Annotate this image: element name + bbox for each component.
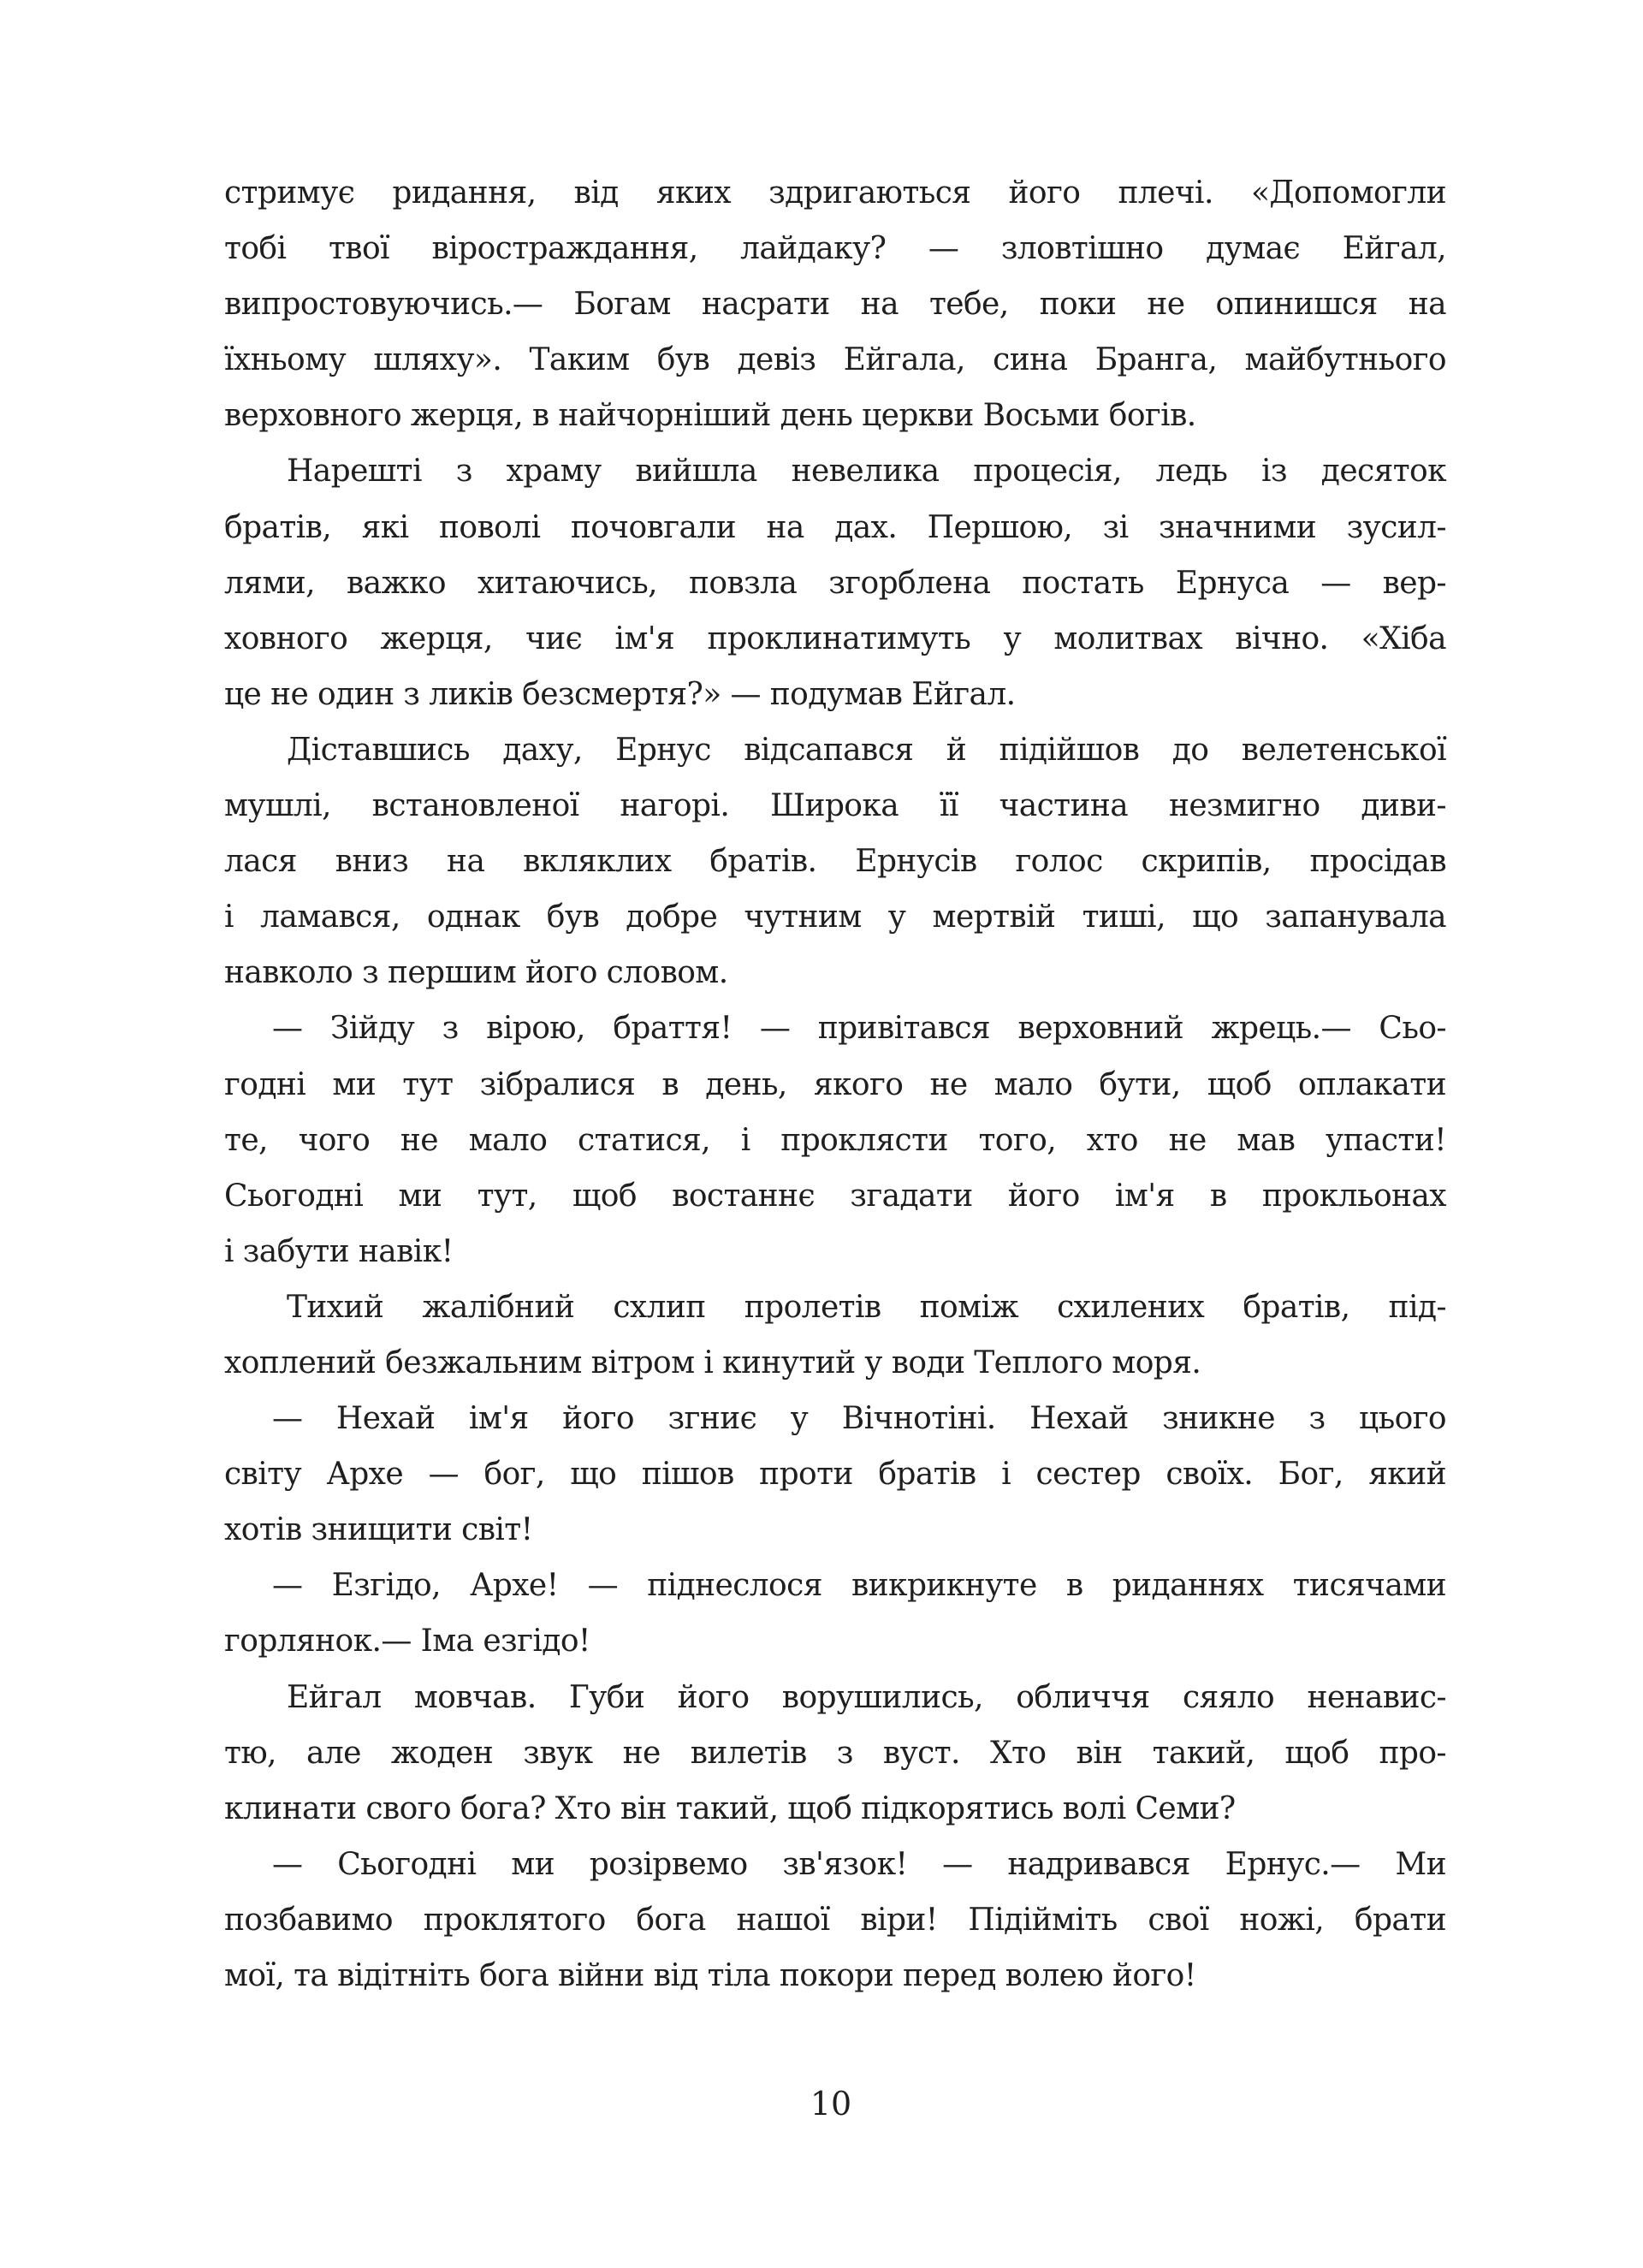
text-line: хоплений безжальним вітром і кинутий у води Теплого моря. xyxy=(224,1345,1201,1380)
text-line: клинати свого бога? Хто він такий, щоб підкорятись волі Семи? xyxy=(224,1790,1236,1826)
text-line: навколо з першим його словом. xyxy=(224,955,728,991)
page-number: 10 xyxy=(810,2085,852,2123)
text-line: — Сьогодні ми розірвемо зв'язок! — надривався Ернус.— Ми xyxy=(272,1846,1446,1882)
text-line: Сьогодні ми тут, щоб востаннє згадати його ім'я в прокльонах xyxy=(224,1178,1446,1214)
text-line: тобі твої віростраждання, лайдаку? — зловтішно думає Ейгал, xyxy=(224,231,1446,267)
paragraph-dialogue xyxy=(224,1837,1446,2004)
body-text xyxy=(224,165,1446,2004)
text-line: — Нехай ім'я його згниє у Вічнотіні. Нехай зникне з цього xyxy=(272,1401,1446,1437)
text-line: Діставшись даху, Ернус відсапався й підійшов до велетенської xyxy=(287,732,1446,768)
text-line: хотів знищити світ! xyxy=(224,1512,533,1548)
text-line: Нарешті з храму вийшла невелика процесія, ледь із десяток xyxy=(287,454,1446,490)
paragraph-narrative xyxy=(224,1670,1446,1837)
text-line: і забути навік! xyxy=(224,1233,454,1269)
text-line: світу Архе — бог, що пішов проти братів і сестер своїх. Бог, який xyxy=(224,1457,1446,1493)
text-line: — Зійду з вірою, браття! — привітався верховний жрець.— Сьо- xyxy=(272,1011,1446,1047)
text-line: горлянок.— Іма езгідо! xyxy=(224,1624,590,1659)
paragraph-dialogue xyxy=(224,1000,1446,1279)
text-line: мушлі, встановленої нагорі. Широка її частина незмигно диви- xyxy=(224,788,1446,824)
text-line: лями, важко хитаючись, повзла згорблена постать Ернуса — вер- xyxy=(224,565,1446,601)
text-line: ховного жерця, чиє ім'я проклинатимуть у молитвах вічно. «Хіба xyxy=(224,620,1446,656)
paragraph-narrative xyxy=(224,443,1446,721)
text-line: Тихий жалібний схлип пролетів поміж схилених братів, під- xyxy=(287,1289,1446,1325)
text-line: мої, та відітніть бога війни від тіла покори перед волею його! xyxy=(224,1958,1196,1993)
text-line: позбавимо проклятого бога нашої віри! Підійміть свої ножі, брати xyxy=(224,1902,1446,1938)
paragraph-continuation xyxy=(224,165,1446,443)
text-line: те, чого не мало статися, і проклясти того, хто не мав упасти! xyxy=(224,1122,1446,1158)
text-line: тю, але жоден звук не вилетів з вуст. Хто він такий, щоб про- xyxy=(224,1735,1446,1771)
text-line: — Езгідо, Архе! — піднеслося викрикнуте в риданнях тисячами xyxy=(272,1568,1446,1604)
text-line: стримує ридання, від яких здригаються його плечі. «Допомогли xyxy=(224,175,1446,211)
text-line: і ламався, однак був добре чутним у мертвій тиші, що запанувала xyxy=(224,899,1446,935)
text-line: Ейгал мовчав. Губи його ворушились, обличчя сяяло ненавис- xyxy=(287,1679,1446,1715)
text-line: лася вниз на вкляклих братів. Ернусів голос скрипів, просідав xyxy=(224,844,1446,880)
paragraph-narrative xyxy=(224,1279,1446,1391)
paragraph-dialogue xyxy=(224,1391,1446,1558)
text-line: братів, які поволі почовгали на дах. Першою, зі значними зусил- xyxy=(224,509,1446,545)
text-line: верховного жерця, в найчорніший день церкви Восьми богів. xyxy=(224,398,1196,434)
text-line: це не один з ликів безсмертя?» — подумав Ейгал. xyxy=(224,676,1016,712)
text-line: годні ми тут зібралися в день, якого не мало бути, щоб оплакати xyxy=(224,1066,1446,1102)
paragraph-narrative xyxy=(224,722,1446,1000)
text-line: їхньому шляху». Таким був девіз Ейгала, сина Бранга, майбутнього xyxy=(224,342,1446,378)
paragraph-dialogue xyxy=(224,1558,1446,1669)
text-line: випростовуючись.— Богам насрати на тебе, поки не опинишся на xyxy=(224,287,1446,323)
